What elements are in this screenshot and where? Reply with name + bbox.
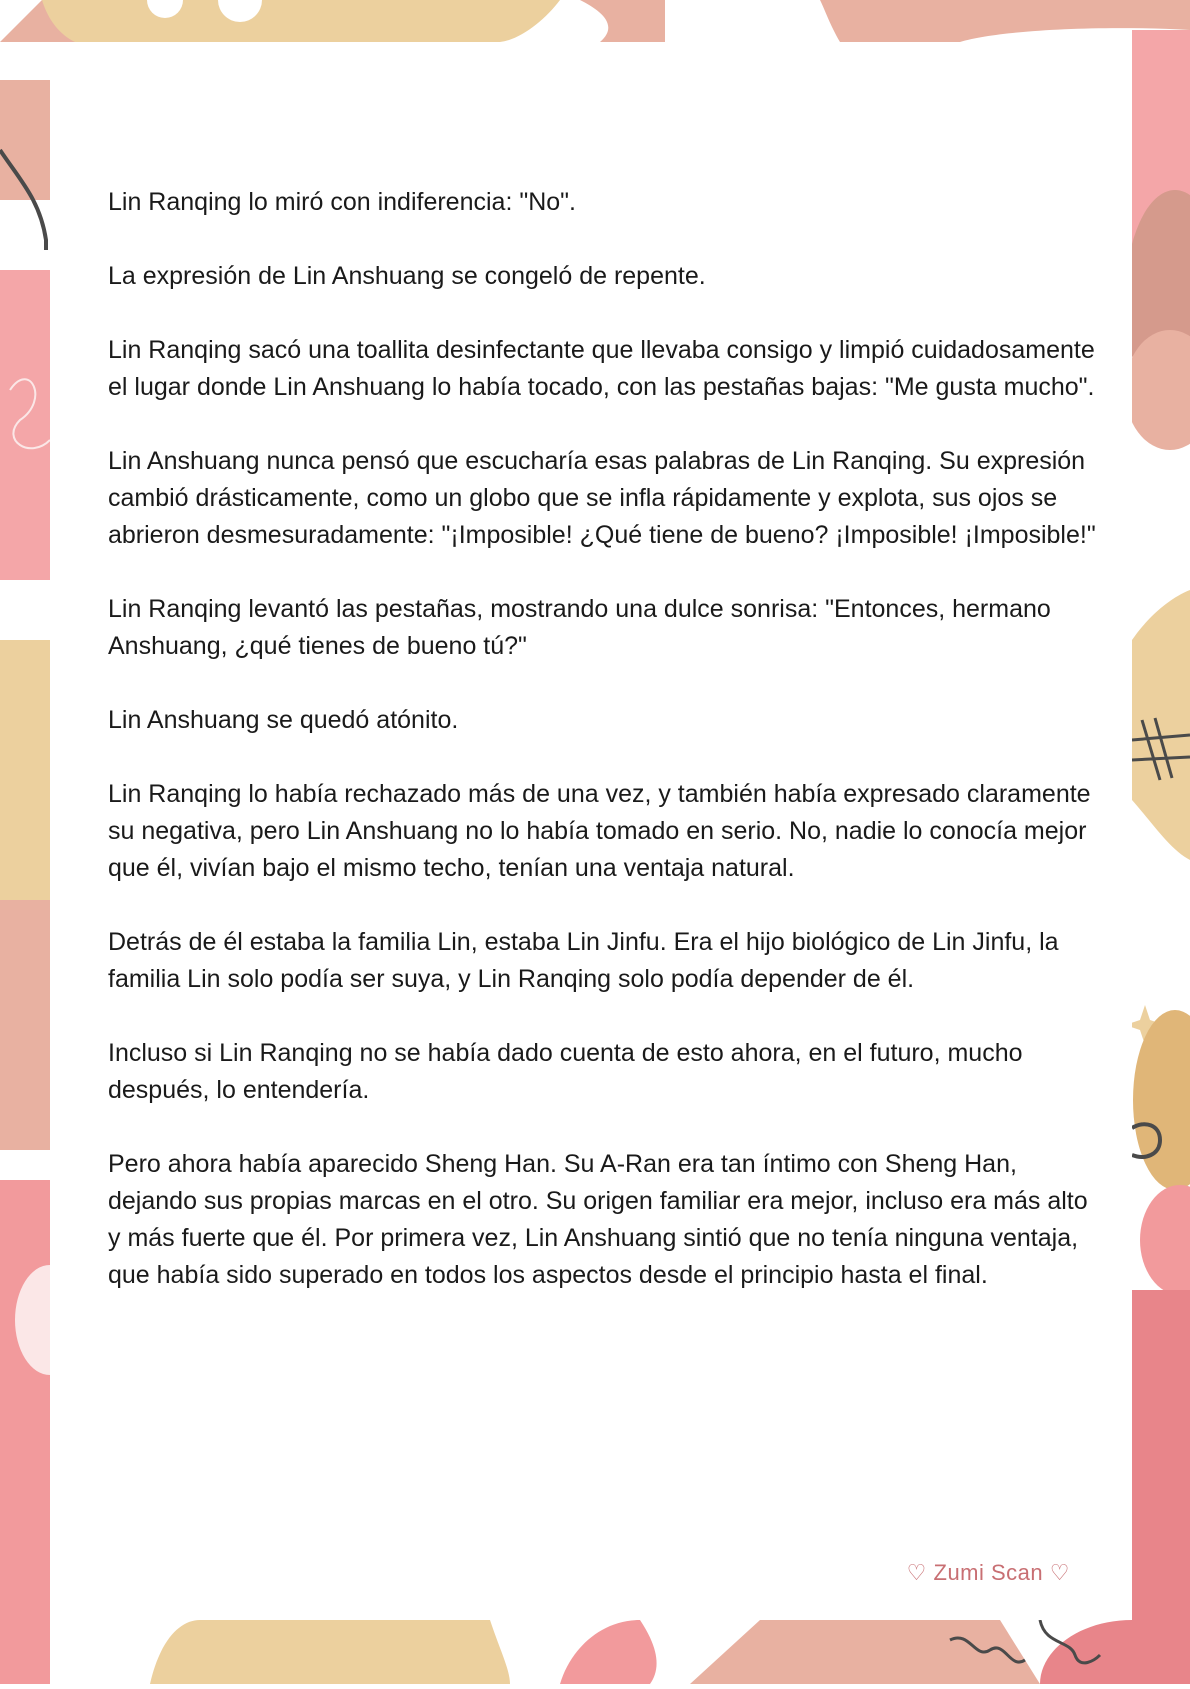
watermark: ♡ Zumi Scan ♡ [906,1560,1070,1585]
paragraph: Lin Ranqing lo había rechazado más de una vez, y también había expresado claramente su negativa, pero Lin Anshuang no lo había tomado en serio. No, nadie lo conocía mejor que él, vivían bajo el mismo techo, tenían una ventaja natural. [108,780,1091,882]
paragraph: Lin Anshuang se quedó atónito. [108,706,459,734]
paragraph: Detrás de él estaba la familia Lin, estaba Lin Jinfu. Era el hijo biológico de Lin Jinfu, la familia Lin solo podía ser suya, y Lin Ranqing solo podía depender de él. [108,928,1059,993]
chapter-text [108,184,1098,1331]
paragraph: Pero ahora había aparecido Sheng Han. Su A-Ran era tan íntimo con Sheng Han, dejando sus propias marcas en el otro. Su origen familiar era mejor, incluso era más alto y más fuerte que él. Por primera vez, Lin Anshuang sintió que no tenía ninguna ventaja, que había sido superado en todos los aspectos desde el principio hasta el final. [108,1150,1088,1289]
paragraph: Incluso si Lin Ranqing no se había dado cuenta de esto ahora, en el futuro, mucho después, lo entendería. [108,1039,1023,1104]
paragraph: Lin Ranqing lo miró con indiferencia: "No". [108,188,576,216]
paragraph: Lin Ranqing sacó una toallita desinfectante que llevaba consigo y limpió cuidadosamente el lugar donde Lin Anshuang lo había tocado, con las pestañas bajas: "Me gusta mucho". [108,336,1095,401]
paragraph: La expresión de Lin Anshuang se congeló de repente. [108,262,706,290]
page-panel [50,42,1132,1620]
paragraph: Lin Ranqing levantó las pestañas, mostrando una dulce sonrisa: "Entonces, hermano Anshuang, ¿qué tienes de bueno tú?" [108,595,1051,660]
paragraph: Lin Anshuang nunca pensó que escucharía esas palabras de Lin Ranqing. Su expresión cambió drásticamente, como un globo que se infla rápidamente y explota, sus ojos se abrieron desmesuradamente: "¡Imposible! ¿Qué tiene de bueno? ¡Imposible! ¡Imposible!" [108,447,1096,549]
